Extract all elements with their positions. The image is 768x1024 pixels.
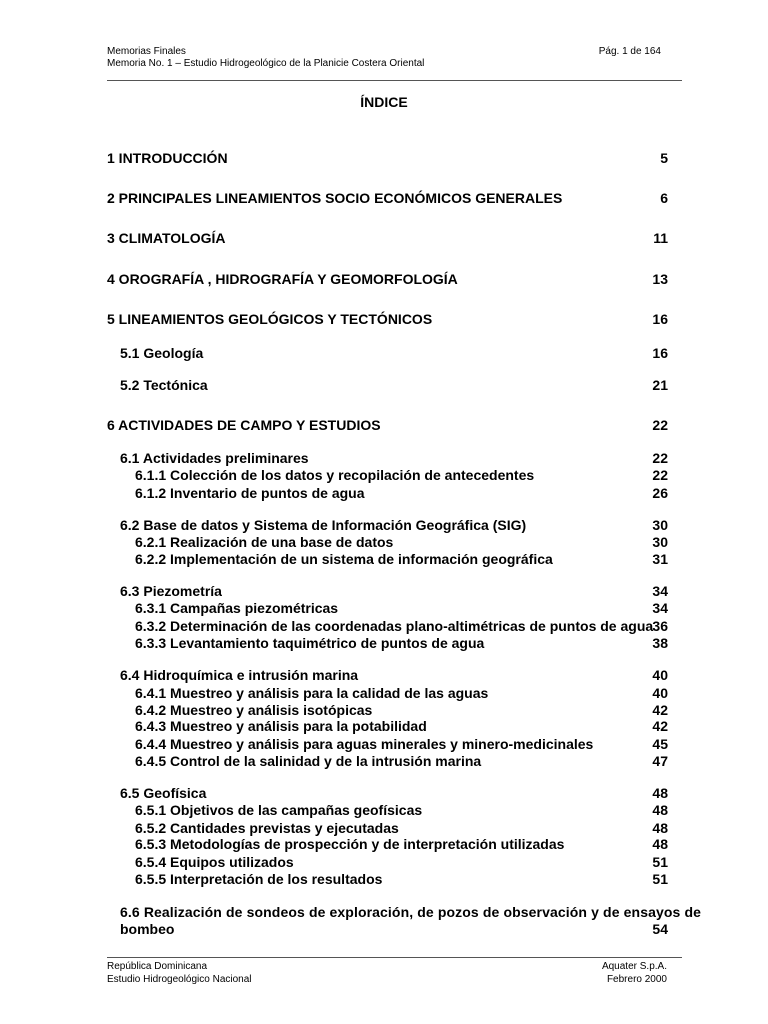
toc-entry[interactable] xyxy=(120,583,668,600)
toc-entry[interactable] xyxy=(135,820,668,837)
toc-entry-page: 26 xyxy=(652,485,668,501)
toc-entry[interactable] xyxy=(107,311,668,328)
toc-entry-label: 6.4.4 Muestreo y análisis para aguas minerales y minero-medicinales xyxy=(135,736,594,752)
page-header xyxy=(107,46,661,70)
footer-country: República Dominicana xyxy=(107,961,208,972)
toc-entry[interactable] xyxy=(135,600,668,617)
toc-entry-label: bombeo xyxy=(120,921,175,937)
toc-entry-page: 36 xyxy=(652,618,668,634)
toc-entry[interactable] xyxy=(135,854,668,871)
toc-entry-page: 30 xyxy=(652,534,668,550)
toc-entry-page: 11 xyxy=(653,230,668,246)
toc-entry[interactable] xyxy=(107,190,668,207)
footer-date: Febrero 2000 xyxy=(606,974,667,985)
toc-entry-label: 6.4.2 Muestreo y análisis isotópicas xyxy=(135,702,373,718)
toc-entry[interactable] xyxy=(120,667,668,684)
toc-entry-label: 6.3.1 Campañas piezométricas xyxy=(135,600,339,616)
toc-entry-page: 21 xyxy=(652,377,668,393)
toc-entry-page: 47 xyxy=(652,753,668,769)
toc-entry-label: 3 CLIMATOLOGÍA xyxy=(107,230,226,246)
toc-entry-page: 22 xyxy=(652,450,668,466)
toc-entry-label: 1 INTRODUCCIÓN xyxy=(107,150,228,166)
toc-entry[interactable] xyxy=(120,377,668,394)
toc-entry[interactable] xyxy=(135,551,668,568)
footer-study: Estudio Hidrogeológico Nacional xyxy=(107,974,252,985)
header-doc-subtitle: Memoria No. 1 – Estudio Hidrogeológico de la Planicie Costera Oriental xyxy=(107,58,425,69)
toc-entry[interactable] xyxy=(135,635,668,652)
toc-entry[interactable] xyxy=(120,450,668,467)
toc-entry-label: 6.3 Piezometría xyxy=(120,583,222,599)
header-rule xyxy=(107,80,682,81)
toc-entry-page: 42 xyxy=(652,718,668,734)
toc-entry-page: 22 xyxy=(652,417,668,433)
page-title: ÍNDICE xyxy=(360,94,408,110)
footer-company-name: Aquater S.p.A. xyxy=(601,961,667,972)
toc-entry-label: 6 ACTIVIDADES DE CAMPO Y ESTUDIOS xyxy=(107,417,381,433)
toc-entry-page: 48 xyxy=(652,836,668,852)
toc-entry[interactable] xyxy=(107,150,668,167)
toc-entry-page: 6 xyxy=(660,190,668,206)
toc-entry-page: 38 xyxy=(652,635,668,651)
toc-entry[interactable] xyxy=(135,485,668,502)
toc-entry[interactable] xyxy=(135,802,668,819)
toc-entry-label: 6.5.2 Cantidades previstas y ejecutadas xyxy=(135,820,399,836)
toc-entry[interactable] xyxy=(135,534,668,551)
toc-entry-page: 16 xyxy=(652,311,668,327)
toc-entry-page: 30 xyxy=(652,517,668,533)
toc-entry-label: 6.4.5 Control de la salinidad y de la intrusión marina xyxy=(135,753,482,769)
toc-entry-page: 48 xyxy=(652,785,668,801)
toc-entry-label: 6.2.1 Realización de una base de datos xyxy=(135,534,394,550)
toc-entry-page: 22 xyxy=(652,467,668,483)
toc-entry[interactable] xyxy=(135,718,668,735)
toc-entry-page: 45 xyxy=(652,736,668,752)
toc-entry[interactable] xyxy=(135,467,668,484)
toc-entry-page: 16 xyxy=(652,345,668,361)
toc-entry[interactable] xyxy=(135,618,668,635)
toc-entry-page: 54 xyxy=(652,921,668,937)
toc-entry-page: 51 xyxy=(652,854,668,870)
toc-entry[interactable] xyxy=(120,904,701,921)
toc-entry-label: 6.1.1 Colección de los datos y recopilación de antecedentes xyxy=(135,467,535,483)
toc-entry[interactable] xyxy=(135,736,668,753)
toc-entry-page: 51 xyxy=(652,871,668,887)
toc-entry-label: 2 PRINCIPALES LINEAMIENTOS SOCIO ECONÓMICOS GENERALES xyxy=(107,190,563,206)
toc-entry[interactable] xyxy=(107,271,668,288)
toc-entry-label: 6.3.3 Levantamiento taquimétrico de puntos de agua xyxy=(135,635,485,651)
toc-entry[interactable] xyxy=(107,230,668,247)
toc-entry-page: 40 xyxy=(652,685,668,701)
toc-entry-page: 34 xyxy=(652,600,668,616)
toc-entry[interactable] xyxy=(120,785,668,802)
toc-entry[interactable] xyxy=(135,685,668,702)
toc-entry-label: 6.5 Geofísica xyxy=(120,785,207,801)
toc-entry[interactable] xyxy=(120,517,668,534)
toc-entry-label: 6.3.2 Determinación de las coordenadas plano-altimétricas de puntos de agua xyxy=(135,618,654,634)
toc-entry-page: 31 xyxy=(652,551,668,567)
toc-entry-label: 6.1.2 Inventario de puntos de agua xyxy=(135,485,365,501)
toc-entry-page: 13 xyxy=(652,271,668,287)
toc-entry-label: 5.2 Tectónica xyxy=(120,377,208,393)
toc-entry-label: 6.2 Base de datos y Sistema de Información Geográfica (SIG) xyxy=(120,517,527,533)
toc-entry[interactable] xyxy=(107,417,668,434)
toc-entry-label: 5.1 Geología xyxy=(120,345,204,361)
toc-entry-page: 48 xyxy=(652,802,668,818)
toc-entry-label: 6.6 Realización de sondeos de exploración, de pozos de observación y de ensayos de xyxy=(120,904,701,920)
header-page-number: Pág. 1 de 164 xyxy=(598,46,661,57)
toc-entry-label: 4 OROGRAFÍA , HIDROGRAFÍA Y GEOMORFOLOGÍA xyxy=(107,271,458,287)
toc-entry-label: 6.5.1 Objetivos de las campañas geofísicas xyxy=(135,802,423,818)
toc-entry-label: 6.5.3 Metodologías de prospección y de interpretación utilizadas xyxy=(135,836,565,852)
toc-entry-label: 6.1 Actividades preliminares xyxy=(120,450,309,466)
toc-entry[interactable] xyxy=(120,921,668,938)
toc-entry-page: 48 xyxy=(652,820,668,836)
toc-entry-label: 6.5.4 Equipos utilizados xyxy=(135,854,294,870)
toc-entry[interactable] xyxy=(120,345,668,362)
toc-entry-page: 42 xyxy=(652,702,668,718)
toc-entry[interactable] xyxy=(135,871,668,888)
toc-entry-page: 34 xyxy=(652,583,668,599)
toc-entry-label: 6.4 Hidroquímica e intrusión marina xyxy=(120,667,359,683)
header-doc-title: Memorias Finales xyxy=(107,46,186,57)
toc-entry-label: 6.4.3 Muestreo y análisis para la potabilidad xyxy=(135,718,427,734)
footer-rule xyxy=(107,957,682,958)
toc-entry-label: 5 LINEAMIENTOS GEOLÓGICOS Y TECTÓNICOS xyxy=(107,311,433,327)
footer-company xyxy=(602,960,667,986)
toc-entry-label: 6.4.1 Muestreo y análisis para la calidad de las aguas xyxy=(135,685,489,701)
toc-entry-label: 6.5.5 Interpretación de los resultados xyxy=(135,871,383,887)
page-footer xyxy=(107,960,667,986)
toc-entry-page: 40 xyxy=(652,667,668,683)
toc-entry-page: 5 xyxy=(660,150,668,166)
toc-entry[interactable] xyxy=(135,836,668,853)
toc-entry-label: 6.2.2 Implementación de un sistema de información geográfica xyxy=(135,551,553,567)
toc-entry[interactable] xyxy=(135,753,668,770)
toc-entry[interactable] xyxy=(135,702,668,719)
